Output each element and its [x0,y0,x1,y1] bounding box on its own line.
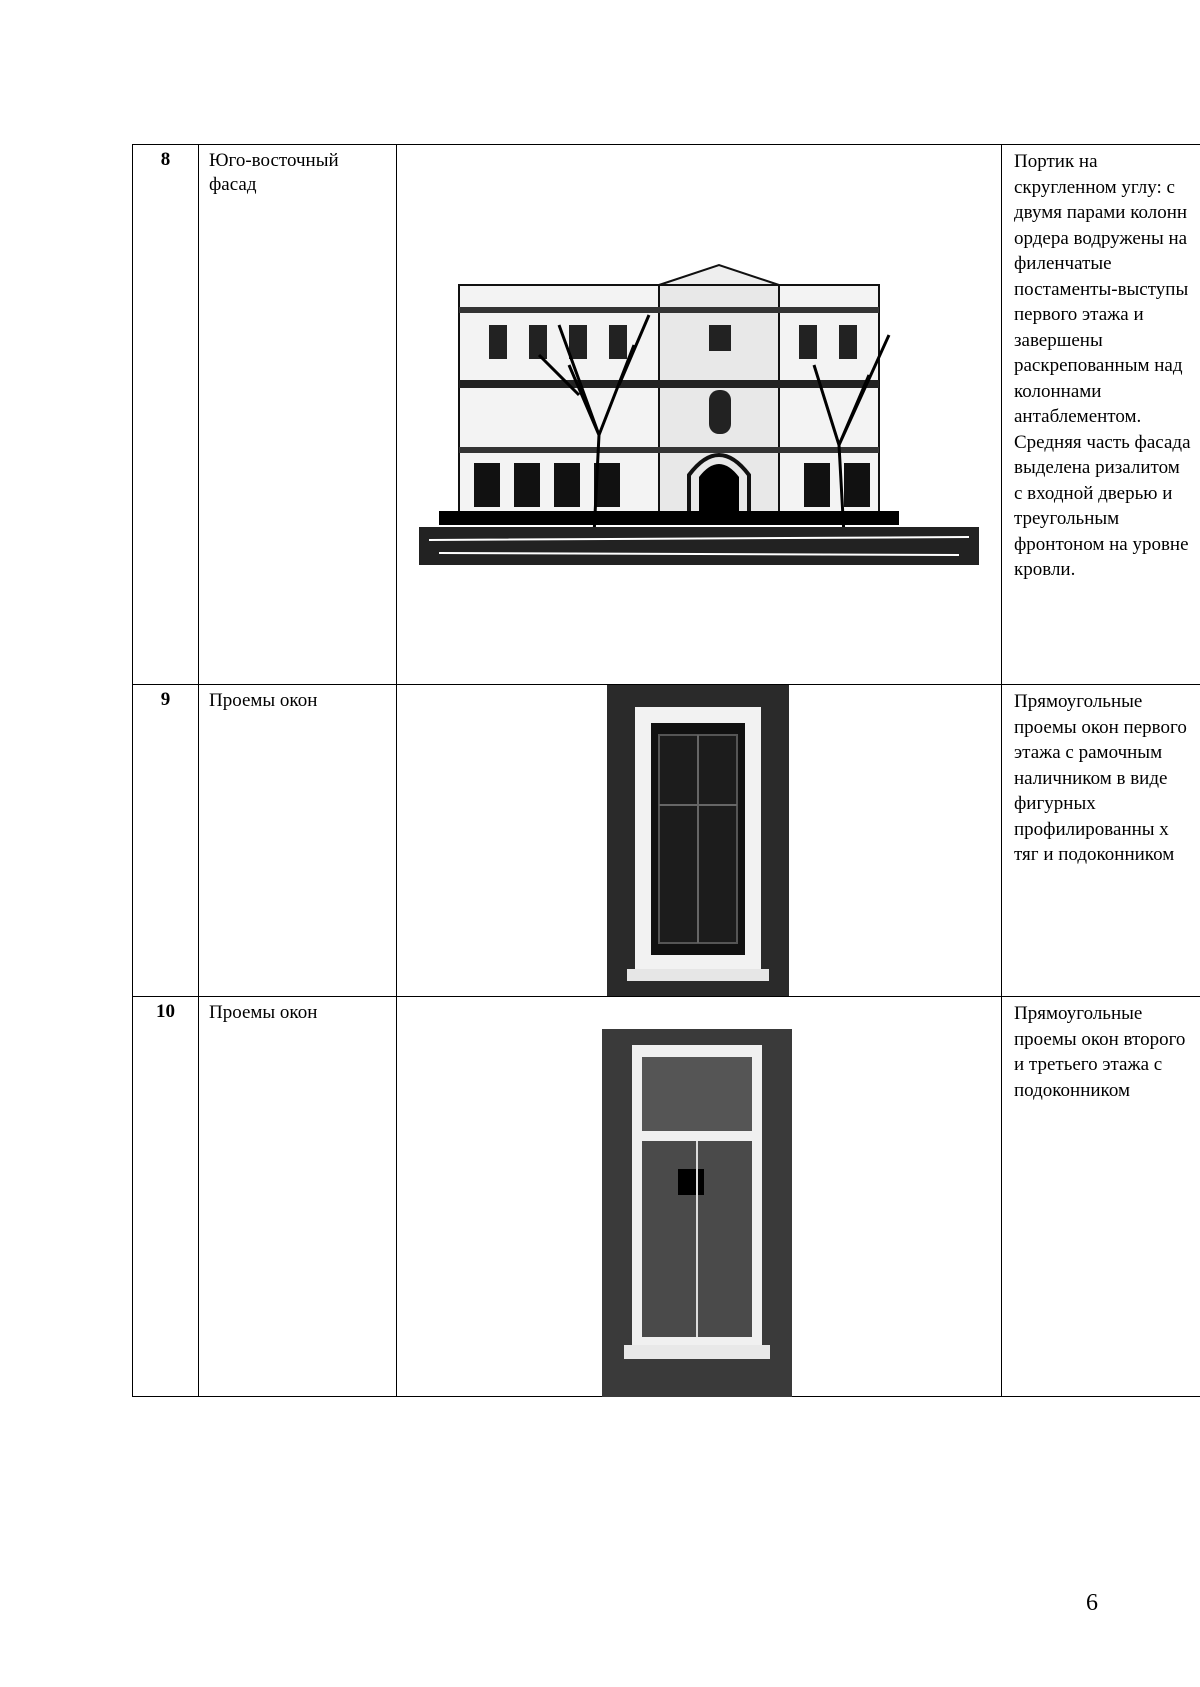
features-table-wrapper [132,144,1200,1397]
description: Портик на скругленном углу: с двумя парами колонн ордера водружены на филенчатые постаменты-выступы первого этажа и завершены раскрепованным над колоннами антаблементом. Средняя часть фасада выделена ризалитом с входной дверью и треугольным фронтоном на уровне кровли. [1002,145,1200,685]
row-number: 10 [133,997,199,1397]
element-name: Проемы окон [199,685,397,997]
row-number: 8 [133,145,199,685]
photo-cell [397,685,1002,997]
photo-cell [397,997,1002,1397]
facade-photo [419,215,979,565]
page-number: 6 [1086,1590,1098,1616]
table-row [133,997,1200,1397]
description: Прямоугольные проемы окон второго и третьего этажа с подоконником [1002,997,1200,1397]
ground-floor-window-photo [607,685,789,996]
architectural-features-table [132,144,1200,1397]
description: Прямоугольные проемы окон первого этажа с рамочным наличником в виде фигурных профилированны х тяг и подоконником [1002,685,1200,997]
element-name: Юго-восточный фасад [199,145,397,685]
element-name: Проемы окон [199,997,397,1397]
row-number: 9 [133,685,199,997]
table-row [133,685,1200,997]
photo-cell [397,145,1002,685]
upper-floor-window-photo [602,1029,792,1397]
table-row [133,145,1200,685]
